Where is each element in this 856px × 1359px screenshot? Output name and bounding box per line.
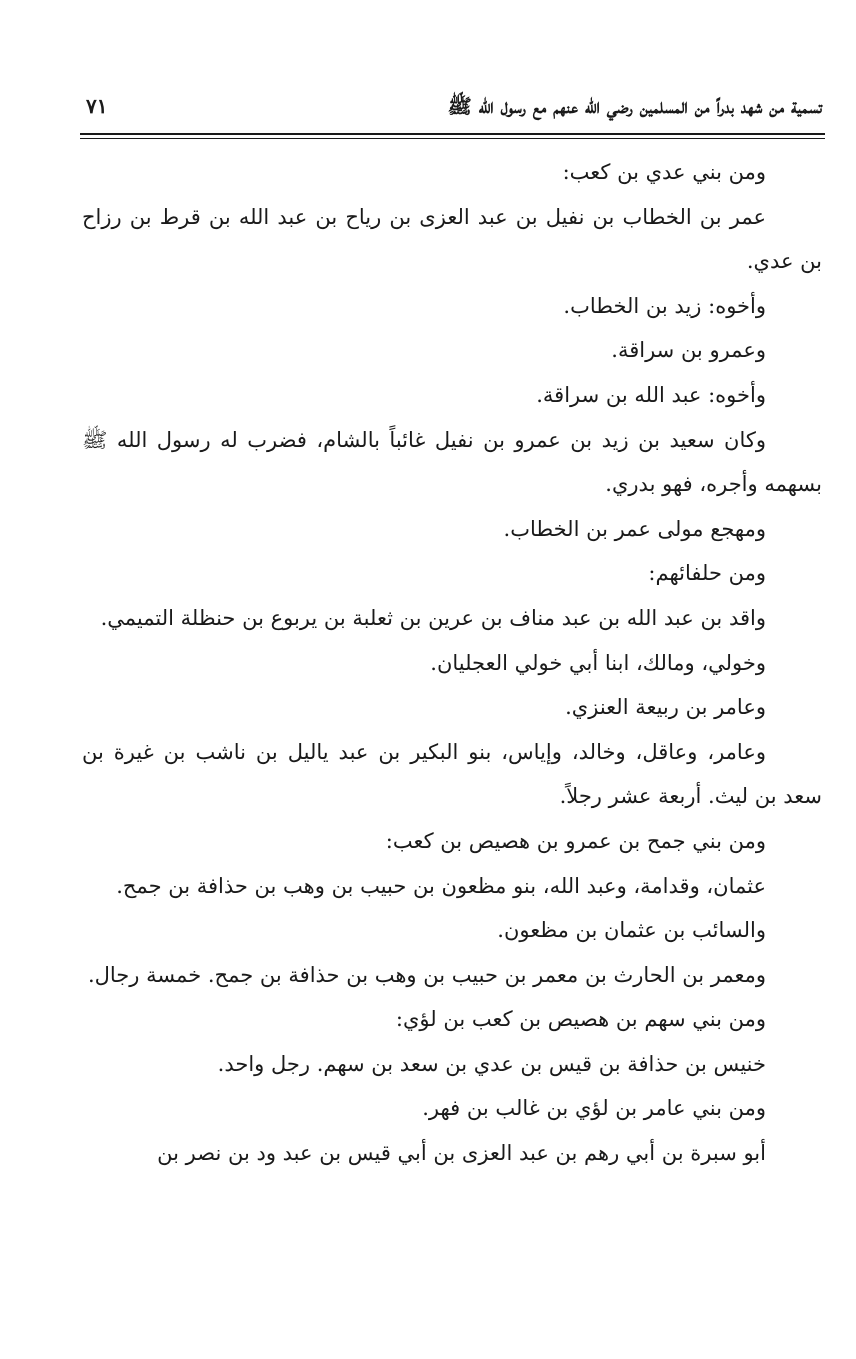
header-rule-thin: [80, 138, 825, 139]
page-body: [82, 150, 822, 1176]
paragraph: وخولي، ومالك، ابنا أبي خولي العجليان.: [430, 650, 766, 675]
header-title: تسمية من شهد بدراً من المسلمين رضي الله عنهم مع رسول الله ﷺ: [447, 94, 822, 118]
paragraph: واقد بن عبد الله بن عبد مناف بن عرين بن ثعلبة بن يربوع بن حنظلة التميمي.: [100, 605, 766, 630]
running-header: [82, 90, 822, 130]
paragraph: ومن حلفائهم:: [648, 561, 766, 586]
paragraph: والسائب بن عثمان بن مظعون.: [497, 918, 766, 943]
paragraph: ومن بني عدي بن كعب:: [562, 160, 766, 184]
paragraph: ومهجع مولى عمر بن الخطاب.: [503, 516, 766, 541]
header-rule-thick: [80, 133, 825, 135]
paragraph: وعامر، وعاقل، وخالد، وإياس، بنو البكير بن عبد ياليل بن ناشب بن غيرة بن سعد بن ليث. أربعة عشر رجلاً.: [82, 739, 822, 809]
page-number: ٧١: [86, 94, 108, 118]
paragraph: عثمان، وقدامة، وعبد الله، بنو مظعون بن حبيب بن وهب بن حذافة بن جمح.: [116, 873, 766, 898]
paragraph: وأخوه: عبد الله بن سراقة.: [536, 382, 766, 407]
paragraph: ومن بني جمح بن عمرو بن هصيص بن كعب:: [385, 828, 766, 853]
paragraph: ومن بني عامر بن لؤي بن غالب بن فهر.: [422, 1096, 766, 1121]
paragraph: عمر بن الخطاب بن نفيل بن عبد العزى بن رياح بن عبد الله بن قرط بن رزاح بن عدي.: [82, 204, 822, 274]
paragraph: أبو سبرة بن أبي رهم بن عبد العزى بن أبي قيس بن عبد ود بن نصر بن: [157, 1141, 766, 1166]
paragraph: خنيس بن حذافة بن قيس بن عدي بن سعد بن سهم. رجل واحد.: [217, 1051, 766, 1076]
paragraph: وأخوه: زيد بن الخطاب.: [563, 293, 766, 318]
paragraph: ومعمر بن الحارث بن معمر بن حبيب بن وهب بن حذافة بن جمح. خمسة رجال.: [87, 962, 766, 987]
paragraph: وكان سعيد بن زيد بن عمرو بن نفيل غائباً بالشام، فضرب له رسول الله ﷺ بسهمه وأجره، فهو بدري.: [82, 427, 822, 497]
paragraph: وعامر بن ربيعة العنزي.: [565, 695, 766, 720]
paragraph: ومن بني سهم بن هصيص بن كعب بن لؤي:: [395, 1007, 766, 1032]
paragraph: وعمرو بن سراقة.: [611, 338, 766, 363]
